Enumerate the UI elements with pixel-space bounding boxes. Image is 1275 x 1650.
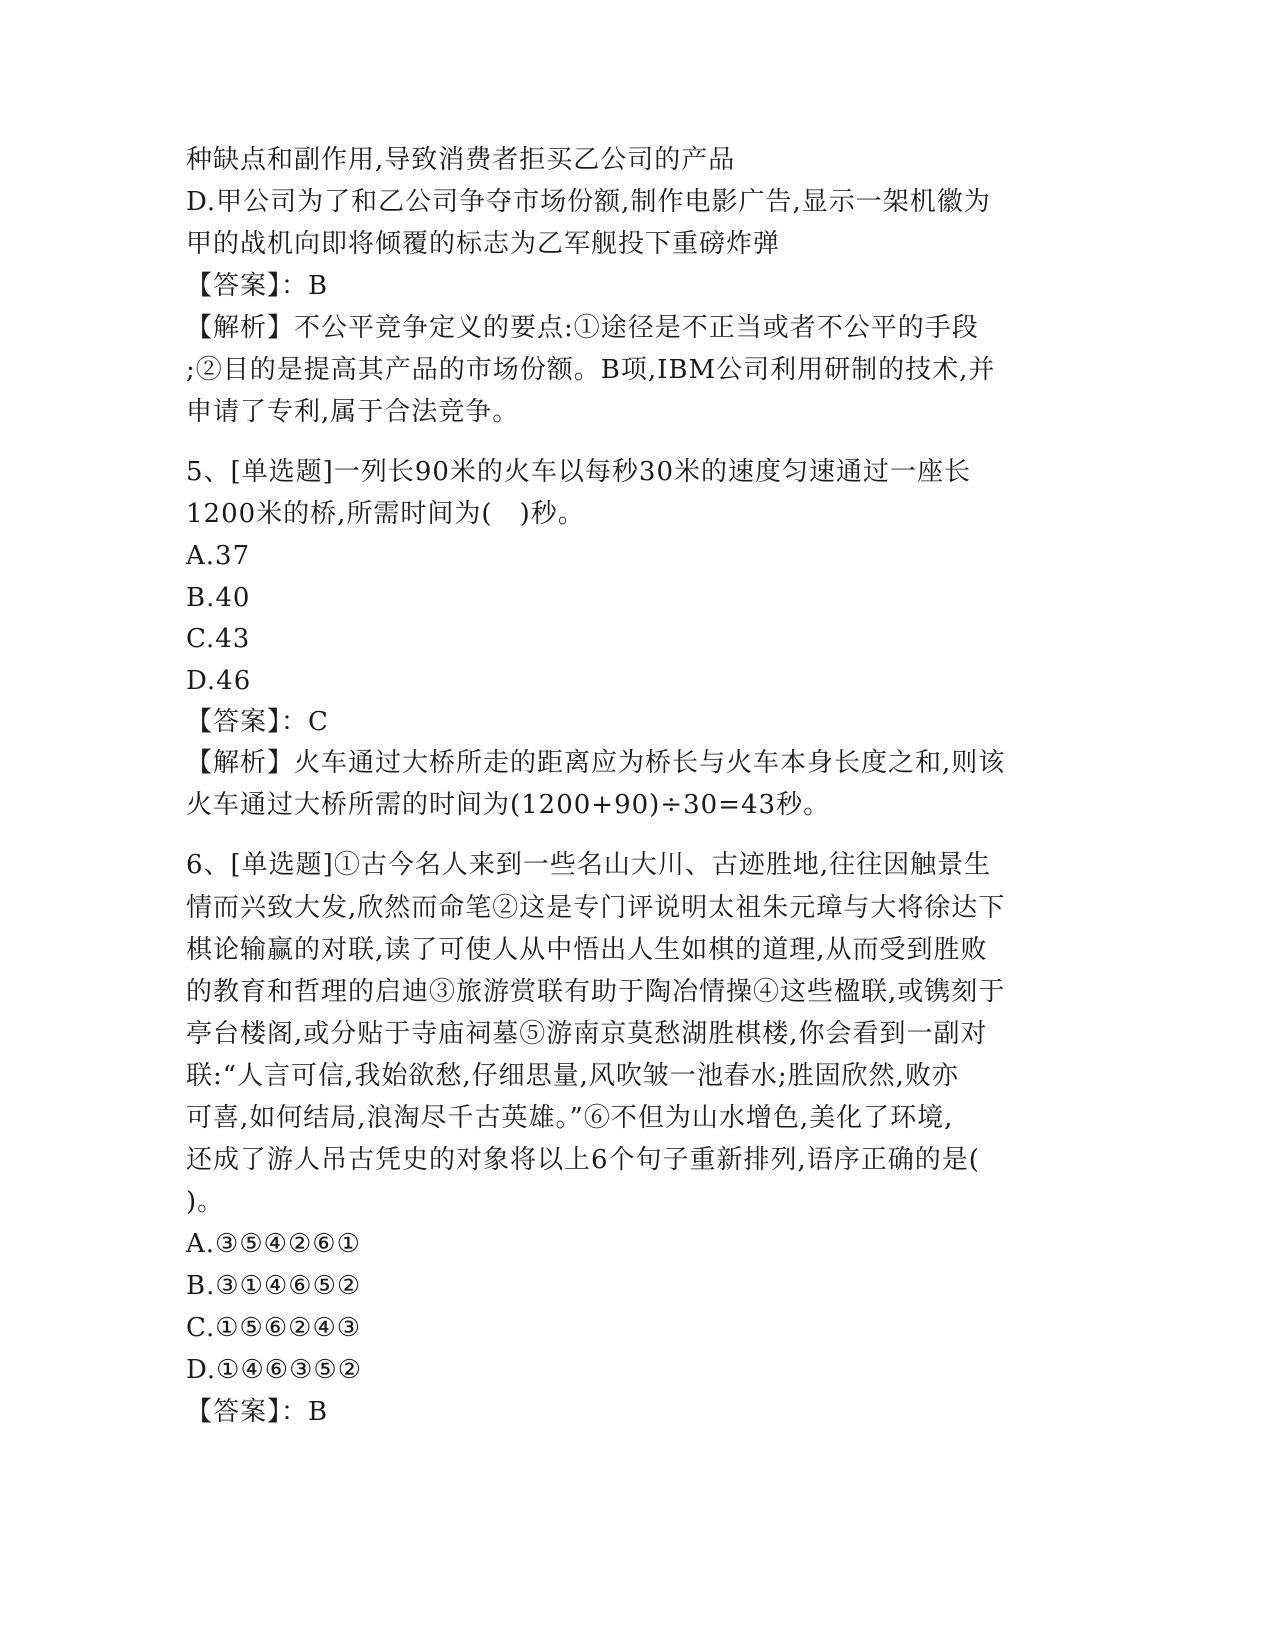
q6-stem-line2: 情而兴致大发,欣然而命笔②这是专门评说明太祖朱元璋与大将徐达下 (186, 893, 1006, 923)
q4-analysis-line1: 【解析】不公平竞争定义的要点:①途径是不正当或者不公平的手段 (186, 313, 979, 343)
q4-option-d-line2: 甲的战机向即将倾覆的标志为乙军舰投下重磅炸弹 (186, 229, 781, 259)
q6-answer: 【答案】：B (186, 1397, 329, 1427)
q6-option-d: D.①④⑥③⑤② (186, 1355, 363, 1385)
q6-option-b: B.③①④⑥⑤② (186, 1271, 362, 1301)
q4-option-d-line1: D.甲公司为了和乙公司争夺市场份额,制作电影广告,显示一架机徽为 (186, 187, 991, 217)
q4-analysis-line2: ;②目的是提高其产品的市场份额。B项,IBM公司利用研制的技术,并 (186, 355, 996, 385)
q6-stem-line9: )。 (186, 1187, 225, 1217)
q5-answer: 【答案】：C (186, 707, 329, 737)
q5-option-d: D.46 (186, 666, 252, 696)
q6-stem-line4: 的教育和哲理的启迪③旅游赏联有助于陶冶情操④这些楹联,或镌刻于 (186, 977, 1006, 1007)
q6-option-a: A.③⑤④②⑥① (186, 1229, 361, 1259)
q6-stem-line3: 棋论输赢的对联,读了可使人从中悟出人生如棋的道理,从而受到胜败 (186, 935, 988, 965)
q4-analysis-line3: 申请了专利,属于合法竞争。 (186, 397, 520, 427)
q6-stem-line6: 联:“人言可信,我始欲愁,仔细思量,风吹皱一池春水;胜固欣然,败亦 (186, 1061, 959, 1091)
q5-stem-line1: 5、[单选题]一列长90米的火车以每秒30米的速度匀速通过一座长 (186, 457, 971, 487)
q6-stem-line7: 可喜,如何结局,浪淘尽千古英雄。”⑥不但为山水增色,美化了环境, (186, 1103, 954, 1133)
q5-stem-line2: 1200米的桥,所需时间为( )秒。 (186, 499, 585, 529)
q6-stem-line8: 还成了游人吊古凭史的对象将以上6个句子重新排列,语序正确的是( (186, 1145, 980, 1175)
q4-option-c-continuation: 种缺点和副作用,导致消费者拒买乙公司的产品 (186, 145, 736, 175)
q5-option-c: C.43 (186, 624, 251, 654)
q6-option-c: C.①⑤⑥②④③ (186, 1313, 362, 1343)
q5-analysis-line2: 火车通过大桥所需的时间为(1200+90)÷30=43秒。 (186, 790, 831, 820)
q6-stem-line1: 6、[单选题]①古今名人来到一些名山大川、古迹胜地,往往因触景生 (186, 850, 992, 880)
q5-option-b: B.40 (186, 583, 251, 613)
q5-analysis-line1: 【解析】火车通过大桥所走的距离应为桥长与火车本身长度之和,则该 (186, 748, 1006, 778)
q5-option-a: A.37 (186, 541, 251, 571)
q6-stem-line5: 亭台楼阁,或分贴于寺庙祠墓⑤游南京莫愁湖胜棋楼,你会看到一副对 (186, 1019, 988, 1049)
q4-answer: 【答案】：B (186, 271, 329, 301)
